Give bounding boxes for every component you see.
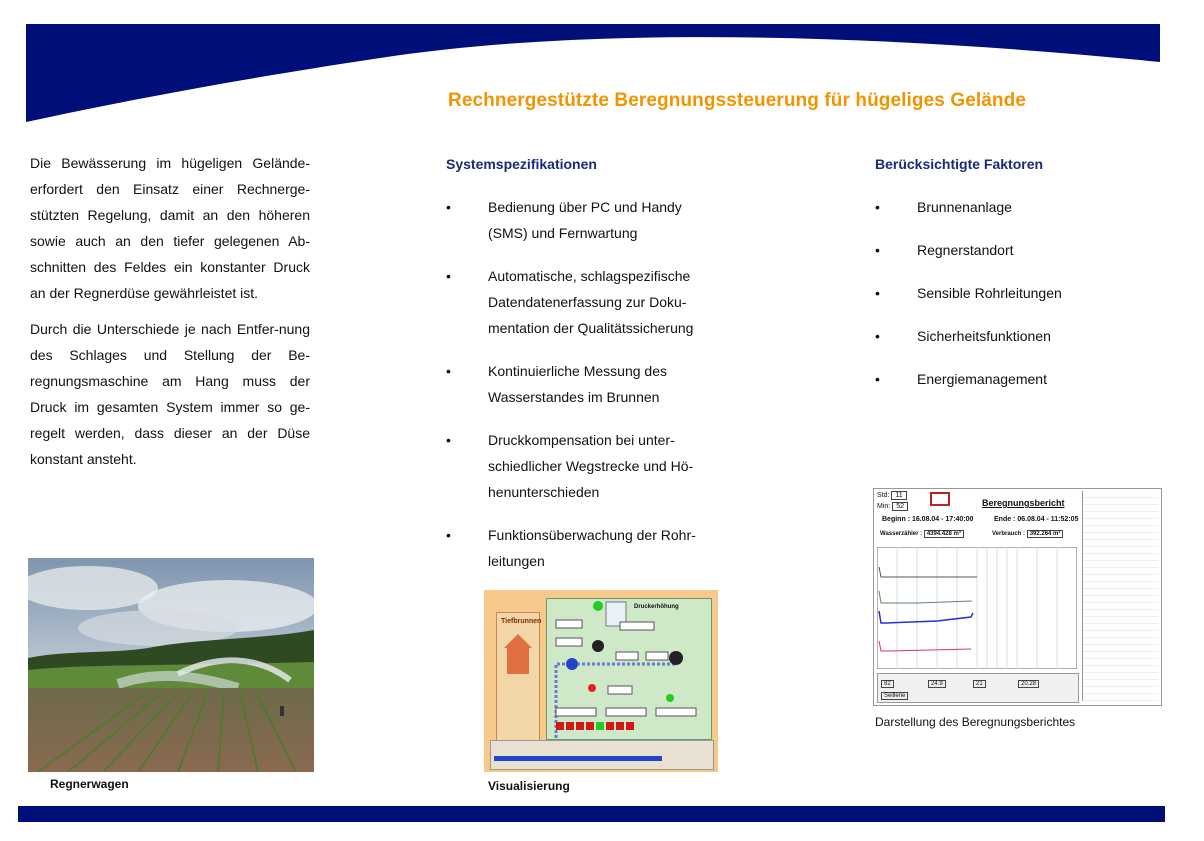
- report-field-3: 21: [973, 680, 986, 688]
- pressure-graph: [877, 547, 1077, 669]
- report-min-value: 52: [892, 502, 908, 511]
- report-field-2: 24.9: [928, 680, 946, 688]
- report-std-value: 11: [891, 491, 906, 500]
- report-std-label: Std:: [877, 492, 890, 499]
- list-item: • Energiemanagement: [875, 366, 1115, 392]
- report-screenshot: [873, 488, 1162, 706]
- list-item: • Druckkompensation bei unter-schiedlicher Wegstrecke und Hö-henunterschieden: [446, 427, 718, 505]
- intro-paragraph-1: Die Bewässerung im hügeligen Gelände-erfordert den Einsatz einer Rechnerge-stützten Regelung, damit an den höheren sowie auch an den tiefer gelegenen Ab-schnitten des Feldes ein konstanter Druck an der Regnerdüse gewährleistet ist.: [30, 155, 310, 301]
- visualization-screenshot: [484, 590, 718, 772]
- report-meter-label: Wasserzähler :: [880, 531, 923, 537]
- report-title: Beregnungsbericht: [982, 498, 1065, 508]
- well-house-icon: [504, 634, 532, 674]
- factors-heading: Berücksichtigte Faktoren: [875, 156, 1044, 172]
- report-usage-label: Verbrauch :: [992, 531, 1026, 537]
- list-item: • Kontinuierliche Messung des Wasserstandes im Brunnen: [446, 358, 718, 410]
- report-log-list[interactable]: [1082, 491, 1159, 701]
- specs-list: [446, 194, 718, 591]
- footer-bar: [18, 806, 1165, 822]
- list-item: • Sensible Rohrleitungen: [875, 280, 1115, 306]
- list-item: • Brunnenanlage: [875, 194, 1115, 220]
- report-begin: Beginn : 16.08.04 - 17:40:00: [882, 516, 974, 523]
- list-item: • Automatische, schlagspezifische Datendatenerfassung zur Doku-mentation der Qualitätssicherung: [446, 263, 718, 341]
- report-caption: Darstellung des Beregnungsberichtes: [875, 715, 1076, 729]
- report-end: Ende : 06.08.04 - 11:52:05: [994, 516, 1079, 523]
- intro-text: [30, 150, 310, 482]
- pipe-diagram: [546, 598, 710, 738]
- well-panel: [496, 612, 540, 742]
- report-usage-value: 392.264 m³: [1027, 530, 1064, 538]
- report-meter-value: 4394.428 m³: [924, 530, 964, 538]
- stop-button[interactable]: [930, 492, 950, 506]
- report-meter-row: [880, 531, 964, 537]
- page-title: Rechnergestützte Beregnungssteuerung für hügeliges Gelände: [448, 90, 1027, 111]
- list-item: • Regnerstandort: [875, 237, 1115, 263]
- report-min-row: [877, 503, 908, 510]
- report-usage-row: [992, 531, 1063, 537]
- specs-heading: Systemspezifikationen: [446, 156, 597, 172]
- visualization-caption: Visualisierung: [488, 779, 570, 793]
- report-min-label: Min:: [877, 503, 891, 510]
- report-field-5: Seillerie: [881, 692, 908, 700]
- list-item: • Bedienung über PC und Handy (SMS) und Fernwartung: [446, 194, 718, 246]
- report-field-4: 20.28: [1018, 680, 1039, 688]
- factors-list: [875, 194, 1115, 409]
- progress-bar: [494, 756, 662, 761]
- list-item: • Sicherheitsfunktionen: [875, 323, 1115, 349]
- sprinkler-photo: [28, 558, 314, 772]
- report-field-1: 82: [881, 680, 894, 688]
- photo-caption: Regnerwagen: [50, 777, 129, 791]
- list-item: • Funktionsüberwachung der Rohr-leitungen: [446, 522, 718, 574]
- well-label: Tiefbrunnen: [501, 618, 542, 625]
- report-std-row: [877, 492, 907, 499]
- station-label: Druckerhöhung: [634, 604, 679, 610]
- intro-paragraph-2: Durch die Unterschiede je nach Entfer-nung des Schlages und Stellung der Be-regnungsmaschine am Hang muss der Druck im gesamten System immer so ge-regelt werden, dass dieser an der Düse konstant ansteht.: [30, 321, 310, 467]
- report-fields: [877, 673, 1079, 703]
- visualization-controls: [490, 740, 714, 770]
